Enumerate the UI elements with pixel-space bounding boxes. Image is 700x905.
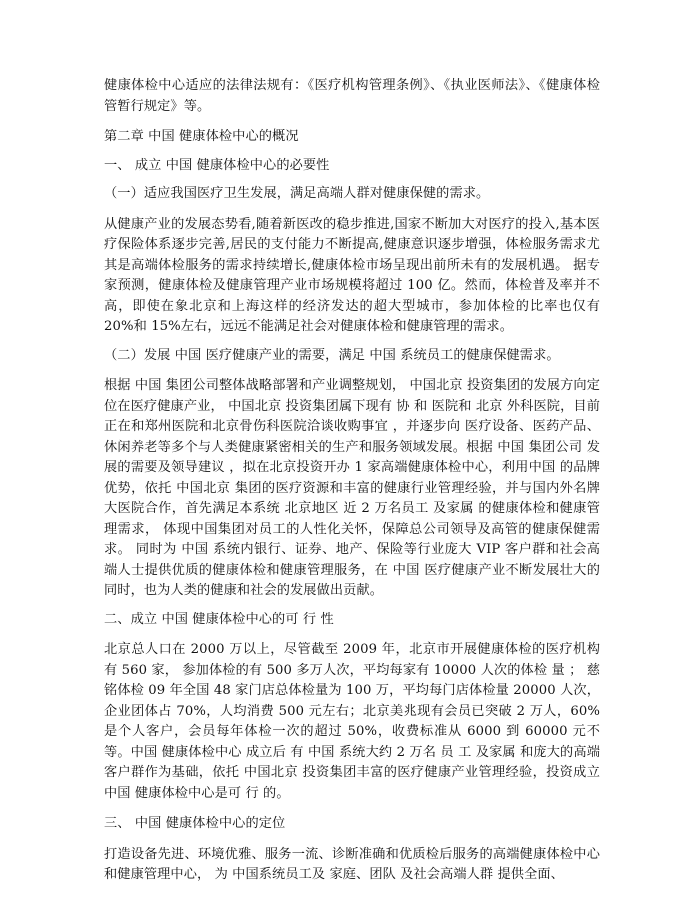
feasibility-paragraph: 北京总人口在 2000 万以上，尽管截至 2009 年，北京市开展健康体检的医疗机构有 560 家， 参加体检的有 500 多万人次，平均每家有 10000 人次的体检 量 ； 慈铭体检 09 年全国 48 家门店总体检量为 100 万，平均每门店体检量 20000 人次，企业团体占 70%，人均消费 500 元左右；北京美兆现有会员已突破 2 万人，60%是个人客户，会员每年体检一次的超过 50%，收费标准从 6000 到 60000 元不等。中国 健康体检中心 成立后 有 中国 系统大约 2 万名 员 工 及家属 和庞大的高端客户群作为基础，依托 中国北京 投资集团丰富的医疗健康产业管理经验，投资成立 中国 健康体检中心是可 行 的。 — [104, 642, 600, 801]
chapter-heading: 第二章 中国 健康体检中心的概况 — [104, 129, 299, 144]
section-heading-positioning: 三、 中国 健康体检中心的定位 — [104, 816, 286, 831]
subsection-heading-1: （一）适应我国医疗卫生发展，满足高端人群对健康保健的需求。 — [104, 186, 490, 201]
positioning-paragraph: 打造设备先进、环境优雅、服务一流、诊断准确和优质检后服务的高端健康体检中心和健康管理中心， 为 中国系统员工及 家庭、团队 及社会高端人群 提供全面、 — [104, 846, 600, 882]
legal-basis-paragraph: 健康体检中心适应的法律法规有：《医疗机构管理条例》、《执业医师法》、《健康体检管暂行规定》等。 — [104, 78, 600, 114]
subsection-heading-2: （二）发展 中国 医疗健康产业的需要，满足 中国 系统员工的健康保健需求。 — [104, 347, 560, 363]
document-body — [104, 76, 600, 886]
section-heading-feasibility: 二、成立 中国 健康体检中心的可 行 性 — [104, 611, 334, 627]
market-paragraph: 从健康产业的发展态势看,随着新医改的稳步推进,国家不断加大对医疗的投入,基本医疗保险体系逐步完善,居民的支付能力不断提高,健康意识逐步增强，体检服务需求尤其是高端体检服务的需求持续增长,健康体检市场呈现出前所未有的发展机遇。 据专家预测，健康体检及健康管理产业市场规模将超过 100 亿。然而，体检普及率并不高，即使在象北京和上海这样的经济发达的超大型城市，参加体检的比率也仅有 20%和 15%左右，远远不能满足社会对健康体检和健康管理的需求。 — [104, 216, 600, 334]
strategy-paragraph: 根据 中国 集团公司整体战略部署和产业调整规划， 中国北京 投资集团的发展方向定位在医疗健康产业， 中国北京 投资集团属下现有 协 和 医院和 北京 外科医院，目前正在和郑州医院和北京骨伤科医院洽谈收购事宜 ，并逐步向 医疗设备、医药产品、休闲养老等多个与人类健康紧密相关的生产和服务领域发展。根据 中国 集团公司 发展的需要及领导建议 ，拟在北京投资开办 1 家高端健康体检中心，利用中国 的品牌优势，依托 中国北京 集团的医疗资源和丰富的健康行业管理经验，并与国内外名牌大医院合作，首先满足本系统 北京地区 近 2 万名员工 及家属 的健康体检和健康管理需求， 体现中国集团对员工的人性化关怀，保障总公司领导及高管的健康保健需求。 同时为 中国 系统内银行、证券、地产、保险等行业庞大 VIP 客户群和社会高端人士提供优质的健康体检和健康管理服务，在 中国 医疗健康产业不断发展壮大的同时，也为人类的健康和社会的发展做出贡献。 — [104, 378, 600, 598]
section-heading-necessity: 一、 成立 中国 健康体检中心的必要性 — [104, 157, 330, 173]
